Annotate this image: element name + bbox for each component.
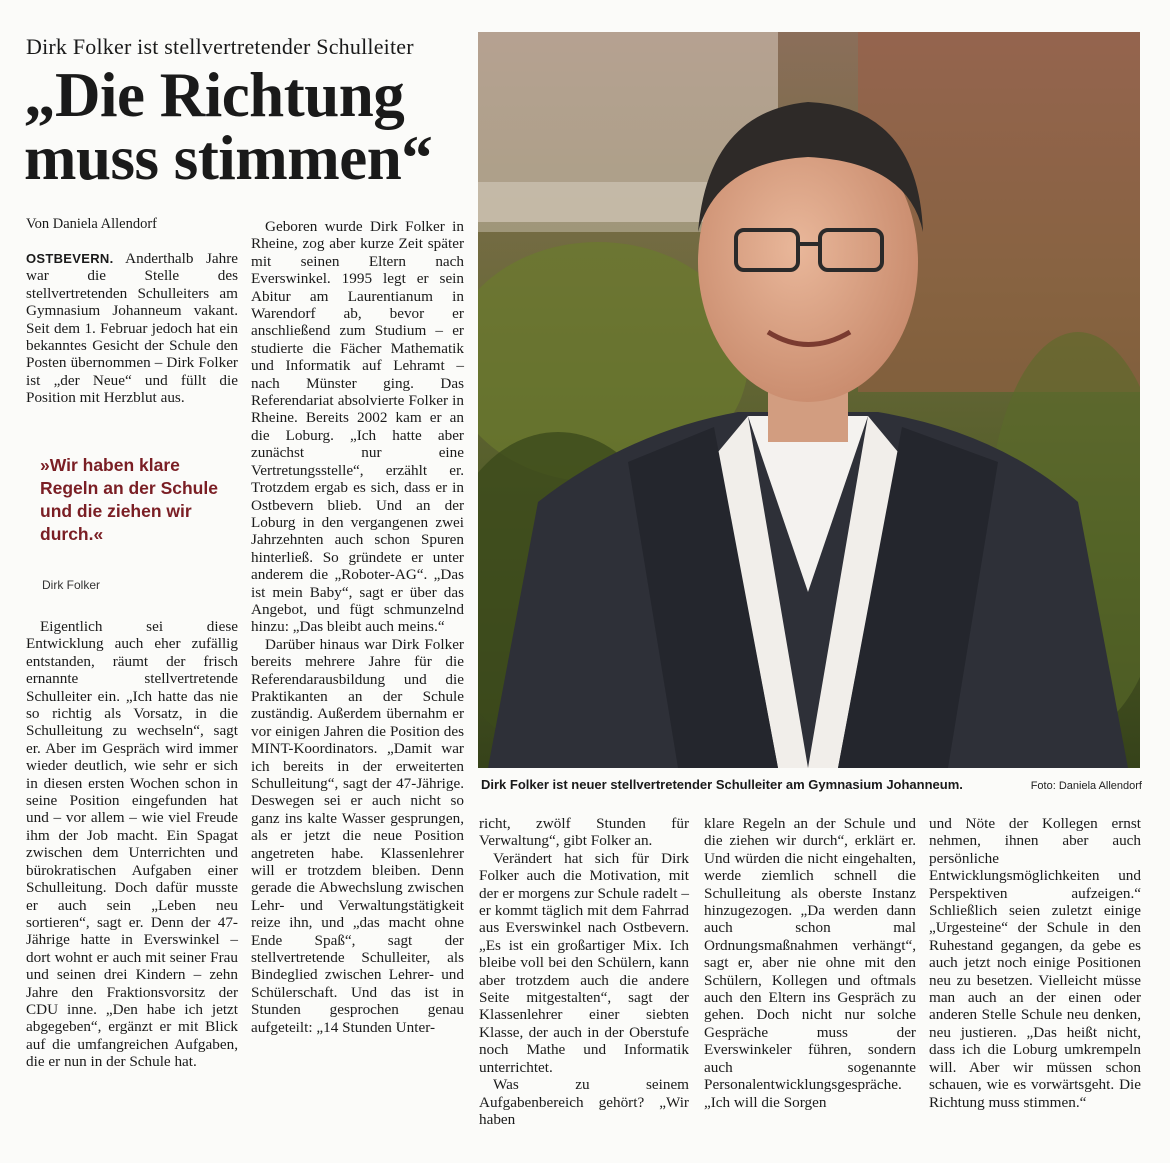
column-2	[251, 218, 464, 1036]
dateline-location: OSTBEVERN.	[26, 251, 114, 266]
byline: Von Daniela Allendorf	[26, 216, 158, 232]
col1-paragraph: Eigentlich sei diese Entwicklung auch eher zufällig entstanden, räumt der frisch ernannte stellvertretende Schulleiter ein. „Ich hatte das nie so richtig als Vorsatz, in die Schulleitung zu wechseln“, sagt er. Aber im Gespräch wird immer wieder deutlich, wie sehr er sich in diesen ersten Wochen schon in seine Position eingefunden hat und – vor allem – wie viel Freude ihm der Job macht. Ein Spagat zwischen dem Unterrichten und bürokratischen Aufgaben einer Schulleitung. Doch dafür musste er auch sein „Leben neu sortieren“, sagt er. Denn der 47-Jährige hatte in Everswinkel – dort wohnt er auch mit seiner Frau und seinen drei Kindern – zehn Jahre den Fraktionsvorsitz der CDU inne. „Den habe ich jetzt abgegeben“, ergänzt er mit Blick auf die umfangreichen Aufgaben, die er nun in der Schule hat.	[26, 618, 238, 1071]
pull-quote-source: Dirk Folker	[42, 578, 101, 592]
col3-paragraph-3: Was zu seinem Aufgabenbereich gehört? „Wir haben	[479, 1076, 689, 1128]
lead-paragraph	[26, 250, 238, 407]
col2-paragraph-1: Geboren wurde Dirk Folker in Rheine, zog aber kurze Zeit später mit seinen Eltern nach Everswinkel. 1995 legt er sein Abitur am Laurentianum in Warendorf ab, bevor er anschließend zum Studium – er studierte die Fächer Mathematik und Informatik auf Lehramt – nach Münster ging. Das Referendariat absolvierte Folker in Rheine. Bereits 2002 kam er an die Loburg. „Ich hatte aber zunächst nur eine Vertretungsstelle“, erzählt er. Trotzdem ergab es sich, dass er in Ostbevern blieb. Und an der Loburg in den vergangenen zwei Jahrzehnten auch schon Spuren hinterließ. So gründete er unter anderem die „Roboter-AG“. „Das ist mein Baby“, sagt er über das Angebot, und fügt schmunzelnd hinzu: „Das bleibt auch meins.“	[251, 218, 464, 636]
headline-line-1: „Die Richtung	[24, 60, 405, 130]
photo-credit: Foto: Daniela Allendorf	[1030, 780, 1142, 792]
col5-paragraph-1: und Nöte der Kollegen ernst nehmen, ihnen aber auch persönliche Entwicklungsmöglichkeiten und Perspektiven aufzeigen.“ Schließlich seien zuletzt einige „Urgesteine“ der Schule in den Ruhestand gegangen, da gebe es auch jetzt noch einige Positionen neu zu besetzen. Vielleicht müsse man auch an der einen oder anderen Stelle Schule neu denken, neu justieren. „Das heißt nicht, dass ich die Loburg umkrempeln will. Aber wir müssen schon schauen, wie es vorwärtsgeht. Die Richtung muss stimmen.“	[929, 815, 1141, 1111]
column-3	[479, 815, 689, 1128]
article-headline	[24, 60, 474, 193]
column-1-body	[26, 618, 238, 1071]
column-1-lead	[26, 250, 238, 407]
portrait-image	[478, 32, 1140, 768]
col3-paragraph-2: Verändert hat sich für Dirk Folker auch die Motivation, mit der er morgens zur Schule radelt – er kommt täglich mit dem Fahrrad aus Everswinkel nach Ostbevern. „Es ist ein großartiger Mix. Ich bleibe voll bei den Schülern, kann aber trotzdem auch die andere Seite mitgestalten“, sagt der Klassenlehrer einer siebten Klasse, der auch in der Oberstufe noch Mathe und Informatik unterrichtet.	[479, 849, 689, 1076]
col4-paragraph-1: klare Regeln an der Schule und die ziehen wir durch“, erklärt er. Und würden die nicht eingehalten, werde ziemlich schnell die Schulleitung als oberste Instanz hinzugezogen. „Da werden dann auch schon mal Ordnungsmaßnahmen verhängt“, sagt er, aber nie ohne mit den Schülern, Kollegen und oftmals auch den Eltern ins Gespräch zu gehen. Doch nicht nur solche Gespräche muss der Everswinkeler führen, sondern auch sogenannte Personalentwicklungsgespräche. „Ich will die Sorgen	[704, 815, 916, 1111]
col3-paragraph-1: richt, zwölf Stunden für Verwaltung“, gibt Folker an.	[479, 815, 689, 850]
column-4	[704, 815, 916, 1111]
lead-text: Anderthalb Jahre war die Stelle des stellvertretenden Schulleiters am Gymnasium Johanneum vakant. Seit dem 1. Februar jedoch hat ein bekanntes Gesicht der Schule den Posten übernommen – Dirk Folker ist „der Neue“ und füllt die Position mit Herzblut aus.	[26, 250, 238, 407]
photo-caption: Dirk Folker ist neuer stellvertretender Schulleiter am Gymnasium Johanneum.	[481, 777, 963, 792]
col2-paragraph-2: Darüber hinaus war Dirk Folker bereits mehrere Jahre für die Referendarausbildung und die Praktikanten an der Schule zuständig. Außerdem übernahm er vor einigen Jahren die Position des MINT-Koordinators. „Damit war ich bereits in der erweiterten Schulleitung“, sagt der 47-Jährige. Deswegen sei er auch nicht so ganz ins kalte Wasser gesprungen, als er jetzt die neue Position angetreten habe. Klassenlehrer will er trotzdem bleiben. Denn gerade die Abwechslung zwischen Lehr- und Verwaltungstätigkeit reize ihn, und „das macht ohne Ende Spaß“, sagt der stellvertretende Schulleiter, als Bindeglied zwischen Lehrer- und Schülerschaft. Und das ist in Stunden gesprochen genau aufgeteilt: „14 Stunden Unter-	[251, 635, 464, 1036]
headline-line-2: muss stimmen“	[24, 123, 433, 193]
article-kicker: Dirk Folker ist stellvertretender Schulleiter	[26, 34, 414, 59]
pull-quote: »Wir haben klare Regeln an der Schule und die ziehen wir durch.«	[40, 455, 218, 544]
column-5	[929, 815, 1141, 1111]
portrait-photo	[478, 32, 1140, 768]
